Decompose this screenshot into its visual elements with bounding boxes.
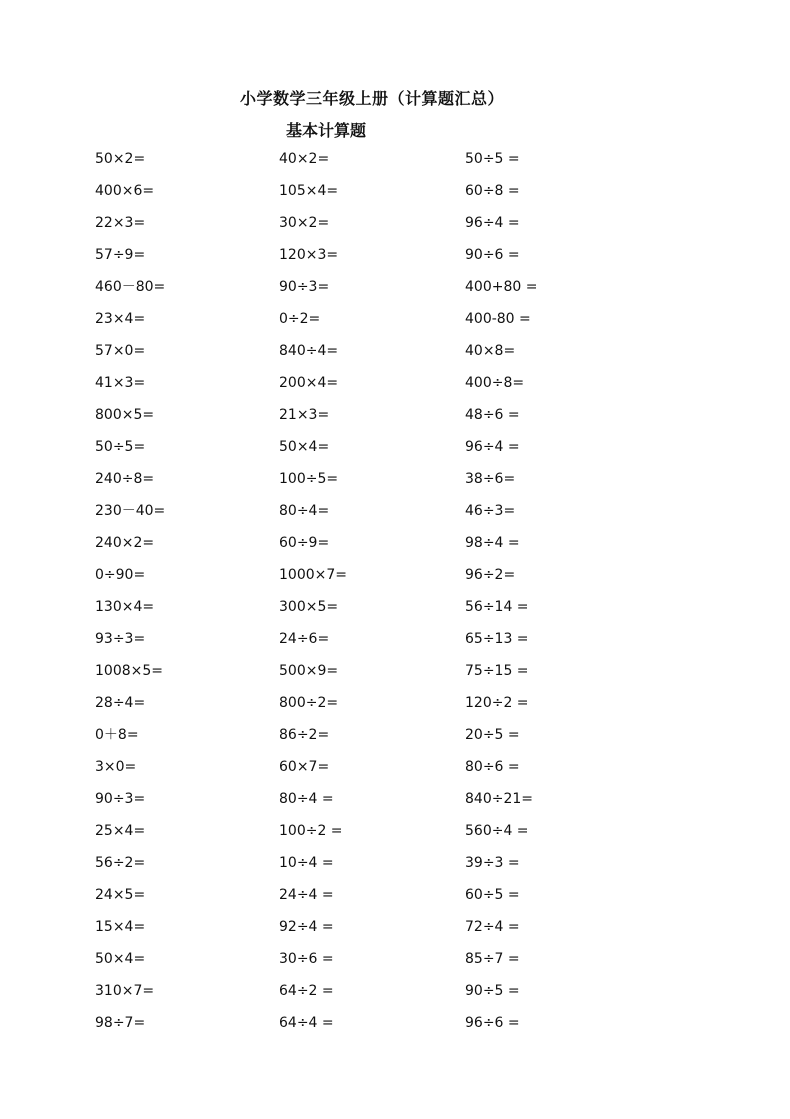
- math-problem: 57÷9=: [95, 247, 146, 263]
- section-heading: 基本计算题: [286, 121, 367, 140]
- math-problem: 57×0=: [95, 343, 146, 359]
- math-problem: 300×5=: [279, 599, 339, 615]
- math-problem: 30×2=: [279, 215, 330, 231]
- math-problem: 93÷3=: [95, 631, 146, 647]
- math-problem: 560÷4 =: [465, 823, 529, 839]
- math-problem: 10÷4 =: [279, 855, 334, 871]
- math-problem: 90÷3=: [279, 279, 330, 295]
- math-problem: 64÷4 =: [279, 1015, 334, 1031]
- math-problem: 25×4=: [95, 823, 146, 839]
- math-problem: 80÷6 =: [465, 759, 520, 775]
- math-problem: 40×8=: [465, 343, 516, 359]
- math-problem: 30÷6 =: [279, 951, 334, 967]
- math-problem: 100÷5=: [279, 471, 339, 487]
- math-problem: 50÷5 =: [465, 151, 520, 167]
- math-problem: 840÷21=: [465, 791, 533, 807]
- math-problem: 85÷7 =: [465, 951, 520, 967]
- math-problem: 96÷4 =: [465, 215, 520, 231]
- math-problem: 240÷8=: [95, 471, 155, 487]
- math-problem: 400×6=: [95, 183, 155, 199]
- math-problem: 1000×7=: [279, 567, 347, 583]
- math-problem: 800×5=: [95, 407, 155, 423]
- math-problem: 3×0=: [95, 759, 137, 775]
- math-problem: 50×4=: [95, 951, 146, 967]
- math-problem: 500×9=: [279, 663, 339, 679]
- math-problem: 38÷6=: [465, 471, 516, 487]
- math-problem: 130×4=: [95, 599, 155, 615]
- math-problem: 460－80=: [95, 279, 166, 295]
- page-title: 小学数学三年级上册（计算题汇总）: [239, 89, 504, 108]
- math-problem: 80÷4=: [279, 503, 330, 519]
- math-problem: 840÷4=: [279, 343, 339, 359]
- math-problem: 21×3=: [279, 407, 330, 423]
- math-problem: 120÷2 =: [465, 695, 529, 711]
- math-problem: 50÷5=: [95, 439, 146, 455]
- math-problem: 230－40=: [95, 503, 166, 519]
- math-problem: 96÷2=: [465, 567, 516, 583]
- math-problem: 50×4=: [279, 439, 330, 455]
- math-problem: 40×2=: [279, 151, 330, 167]
- math-problem: 56÷2=: [95, 855, 146, 871]
- math-problem: 400-80 =: [465, 311, 531, 327]
- math-problem: 120×3=: [279, 247, 339, 263]
- math-problem: 98÷7=: [95, 1015, 146, 1031]
- math-problem: 24×5=: [95, 887, 146, 903]
- math-problem: 240×2=: [95, 535, 155, 551]
- math-problem: 60×7=: [279, 759, 330, 775]
- math-problem: 60÷8 =: [465, 183, 520, 199]
- math-problem: 28÷4=: [95, 695, 146, 711]
- math-problem: 400+80 =: [465, 279, 538, 295]
- math-problem: 46÷3=: [465, 503, 516, 519]
- math-problem: 20÷5 =: [465, 727, 520, 743]
- math-problem: 200×4=: [279, 375, 339, 391]
- math-problem: 98÷4 =: [465, 535, 520, 551]
- math-problem: 65÷13 =: [465, 631, 529, 647]
- math-problem: 96÷6 =: [465, 1015, 520, 1031]
- math-problem: 105×4=: [279, 183, 339, 199]
- math-problem: 92÷4 =: [279, 919, 334, 935]
- math-problem: 1008×5=: [95, 663, 163, 679]
- math-problem: 90÷6 =: [465, 247, 520, 263]
- math-problem: 72÷4 =: [465, 919, 520, 935]
- math-problem: 75÷15 =: [465, 663, 529, 679]
- math-problem: 50×2=: [95, 151, 146, 167]
- math-problem: 90÷3=: [95, 791, 146, 807]
- math-problem: 24÷4 =: [279, 887, 334, 903]
- math-problem: 48÷6 =: [465, 407, 520, 423]
- math-problem: 41×3=: [95, 375, 146, 391]
- math-problem: 0＋8=: [95, 727, 139, 743]
- math-problem: 80÷4 =: [279, 791, 334, 807]
- problem-grid: [95, 150, 655, 1046]
- math-problem: 100÷2 =: [279, 823, 343, 839]
- math-problem: 96÷4 =: [465, 439, 520, 455]
- math-problem: 23×4=: [95, 311, 146, 327]
- math-problem: 56÷14 =: [465, 599, 529, 615]
- math-problem: 86÷2=: [279, 727, 330, 743]
- math-problem: 0÷90=: [95, 567, 146, 583]
- math-problem: 310×7=: [95, 983, 155, 999]
- math-problem: 64÷2 =: [279, 983, 334, 999]
- math-problem: 60÷5 =: [465, 887, 520, 903]
- math-problem: 60÷9=: [279, 535, 330, 551]
- math-problem: 0÷2=: [279, 311, 321, 327]
- math-problem: 22×3=: [95, 215, 146, 231]
- math-problem: 15×4=: [95, 919, 146, 935]
- math-problem: 90÷5 =: [465, 983, 520, 999]
- math-problem: 400÷8=: [465, 375, 525, 391]
- math-problem: 800÷2=: [279, 695, 339, 711]
- math-problem: 24÷6=: [279, 631, 330, 647]
- math-problem: 39÷3 =: [465, 855, 520, 871]
